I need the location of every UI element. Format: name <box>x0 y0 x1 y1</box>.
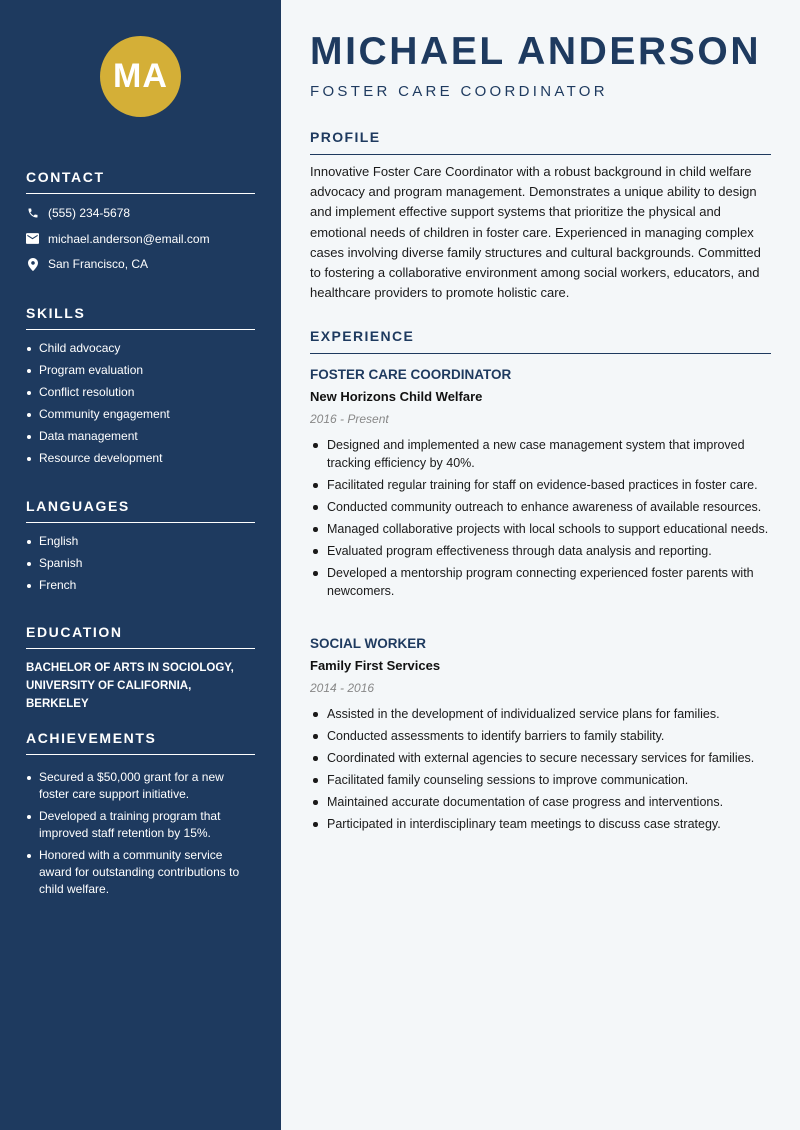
job-bullet: Facilitated regular training for staff on evidence-based practices in foster care. <box>310 476 771 494</box>
languages-section <box>26 498 255 599</box>
contact-email-text: michael.anderson@email.com <box>48 231 210 246</box>
profile-text: Innovative Foster Care Coordinator with a robust background in child welfare advocacy and program management. Demonstrates a unique ability to design and implement effective support systems that prioritize the physical and emotional needs of children in foster care. Experienced in managing complex cases involving diverse family structures and cultural backgrounds. Committed to fostering a collaborative environment among social workers, educators, and healthcare providers to promote holistic care. <box>310 164 761 301</box>
job-bullet: Conducted assessments to identify barriers to family stability. <box>310 727 771 745</box>
job-bullet: Coordinated with external agencies to secure necessary services for families. <box>310 749 771 767</box>
contact-phone[interactable] <box>26 204 255 222</box>
location-pin-icon <box>26 258 39 271</box>
job-bullet: Conducted community outreach to enhance awareness of available resources. <box>310 498 771 516</box>
education-section <box>26 624 255 713</box>
language-item: Spanish <box>26 555 255 572</box>
achievement-item: Developed a training program that improved staff retention by 15%. <box>26 808 255 842</box>
achievements-list <box>26 769 255 898</box>
profile-section <box>310 129 771 303</box>
job-bullets <box>310 705 771 833</box>
contact-heading: CONTACT <box>26 169 255 194</box>
language-item: English <box>26 533 255 550</box>
job-bullet: Participated in interdisciplinary team meetings to discuss case strategy. <box>310 815 771 833</box>
contact-email[interactable] <box>26 230 255 248</box>
job-bullet: Facilitated family counseling sessions to improve communication. <box>310 771 771 789</box>
education-degree <box>26 659 255 713</box>
sidebar <box>0 0 281 1130</box>
contact-phone-text: (555) 234-5678 <box>48 206 131 220</box>
achievement-item: Honored with a community service award for outstanding contributions to child welfare. <box>26 847 255 898</box>
job-dates: 2014 - 2016 <box>310 681 375 695</box>
job-bullet: Developed a mentorship program connecting experienced foster parents with newcomers. <box>310 564 771 600</box>
job-company: New Horizons Child Welfare <box>310 389 483 404</box>
job-bullet: Assisted in the development of individualized service plans for families. <box>310 705 771 723</box>
job-entry <box>310 366 771 604</box>
job-title: FOSTER CARE COORDINATOR <box>310 367 512 382</box>
job-bullets <box>310 436 771 600</box>
skills-list <box>26 340 255 467</box>
skill-item: Conflict resolution <box>26 384 255 401</box>
profile-heading: PROFILE <box>310 129 771 155</box>
job-bullet: Designed and implemented a new case management system that improved tracking efficiency by 40%. <box>310 436 771 472</box>
achievements-heading: ACHIEVEMENTS <box>26 730 255 755</box>
education-degree-line2: UNIVERSITY OF CALIFORNIA, BERKELEY <box>26 680 192 710</box>
job-bullet: Managed collaborative projects with local schools to support educational needs. <box>310 520 771 538</box>
education-degree-line1: BACHELOR OF ARTS IN SOCIOLOGY, <box>26 662 234 674</box>
achievement-item: Secured a $50,000 grant for a new foster care support initiative. <box>26 769 255 803</box>
job-title: SOCIAL WORKER <box>310 636 427 651</box>
skill-item: Data management <box>26 428 255 445</box>
experience-section <box>310 328 771 354</box>
skill-item: Program evaluation <box>26 362 255 379</box>
job-bullet: Evaluated program effectiveness through data analysis and reporting. <box>310 542 771 560</box>
person-name: MICHAEL ANDERSON <box>310 30 762 73</box>
person-title: FOSTER CARE COORDINATOR <box>310 83 608 100</box>
avatar: MA <box>100 36 181 117</box>
languages-heading: LANGUAGES <box>26 498 255 523</box>
skills-section <box>26 305 255 472</box>
skills-heading: SKILLS <box>26 305 255 330</box>
skill-item: Child advocacy <box>26 340 255 357</box>
languages-list <box>26 533 255 594</box>
education-heading: EDUCATION <box>26 624 255 649</box>
job-dates: 2016 - Present <box>310 412 389 426</box>
phone-icon <box>26 207 39 220</box>
achievements-section <box>26 730 255 903</box>
language-item: French <box>26 577 255 594</box>
email-icon <box>26 232 39 245</box>
job-bullet: Maintained accurate documentation of case progress and interventions. <box>310 793 771 811</box>
experience-heading: EXPERIENCE <box>310 328 771 354</box>
skill-item: Resource development <box>26 450 255 467</box>
skill-item: Community engagement <box>26 406 255 423</box>
contact-section <box>26 169 255 273</box>
contact-location <box>26 255 255 273</box>
job-entry <box>310 635 771 837</box>
contact-location-text: San Francisco, CA <box>48 257 149 271</box>
job-company: Family First Services <box>310 658 441 673</box>
